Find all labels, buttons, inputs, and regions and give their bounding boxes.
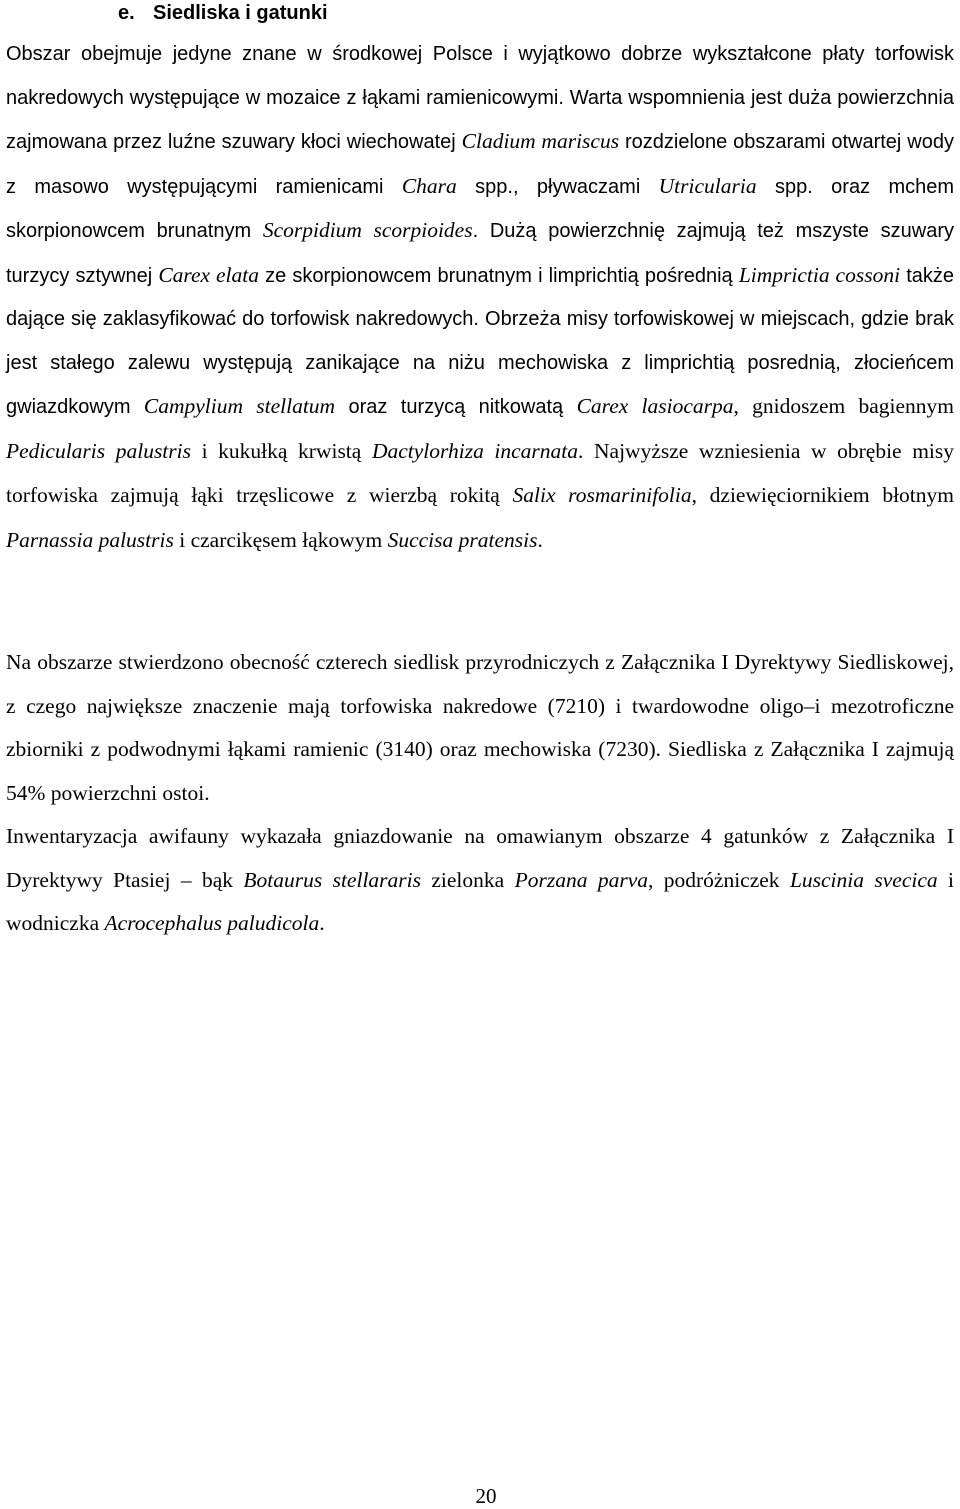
species-name: Parnassia palustris — [6, 527, 174, 552]
section-title: Siedliska i gatunki — [153, 2, 328, 24]
species-name: Pedicularis palustris — [6, 438, 191, 463]
species-name: Campylium stellatum — [143, 394, 336, 418]
species-name: Cladium mariscus — [461, 129, 620, 153]
species-name: Chara — [401, 173, 457, 198]
paragraph-text: ze skorpionowcem brunatnym i limprichtią pośrednią — [259, 264, 739, 287]
species-name: Dactylorhiza incarnata — [371, 438, 579, 463]
paragraph-text: Obszar obejmuje jedyne znane w środkowej Polsce i wyjątkowo dobrze wykształcone płaty torfowisk nakredowych występujące w mozaice z łąkami ramienicowymi. — [6, 43, 954, 109]
paragraph-text: i wodniczka — [6, 867, 954, 935]
species-name: Carex elata — [158, 262, 259, 287]
paragraph-text: . — [537, 527, 543, 552]
paragraph-text: Warta wspomnienia jest duża powierzchnia zajmowana przez luźne szuwary kłoci wiechowatej — [6, 86, 954, 153]
species-name: Carex lasiocarpa — [576, 394, 734, 418]
paragraph-text: , dziewięciornikiem błotnym — [691, 483, 954, 507]
paragraph-text: . — [319, 911, 325, 935]
species-name: Porzana parva — [514, 867, 648, 892]
paragraph-text: rozdzielone obszarami otwartej wody z masowo występującymi ramienicami — [6, 131, 954, 198]
section-number: e. — [118, 2, 135, 24]
paragraph-text: , podróżniczek — [648, 867, 790, 892]
paragraph-birds-inventory — [6, 815, 954, 946]
section-heading — [118, 0, 328, 27]
paragraph-text: . Najwyższe wzniesienia w obrębie misy torfowiska zajmują łąki trzęslicowe z wierzbą rokitą — [6, 438, 955, 507]
species-name: Succisa pratensis — [387, 527, 538, 552]
paragraph-habitats-description — [6, 33, 954, 563]
paragraph-text: Na obszarze stwierdzono obecność czterech siedlisk przyrodniczych z Załącznika I Dyrektywy Siedliskowej, z czego największe znaczenie mają torfowiska nakredowe (7210) i twardowodne oligo–i mezotroficzne zbiorniki z podwodnymi łąkami ramienic (3140) oraz mechowiska (7230). Siedliska z Załącznika I zajmują 54% powierzchni ostoi. — [6, 650, 954, 805]
paragraph-text: także dające się zaklasyfikować do torfowisk nakredowych. — [6, 264, 954, 330]
paragraph-text: i kukułką krwistą — [191, 438, 372, 463]
paragraph-text: spp., pływaczami — [456, 175, 659, 198]
paragraph-text: spp. oraz mchem skorpionowcem brunatnym — [6, 175, 955, 242]
paragraph-text: oraz turzycą nitkowatą — [335, 396, 577, 418]
paragraph-text: Inwentaryzacja awifauny wykazała gniazdowanie na omawianym obszarze 4 gatunków z Załącznika I Dyrektywy Ptasiej – bąk — [6, 824, 954, 892]
species-name: Utricularia — [658, 173, 757, 198]
species-name: Salix rosmarinifolia — [512, 483, 692, 507]
page-number: 20 — [475, 1484, 497, 1508]
paragraph-text: , gnidoszem bagiennym — [733, 394, 955, 418]
species-name: Limprictia cossoni — [738, 262, 901, 287]
paragraph-text: Obrzeża misy torfowiskowej w miejscach, gdzie brak jest stałego zalewu występują zanikające na niżu mechowiska z limprichtią posrednią, złocieńcem gwiazdkowym — [6, 308, 954, 418]
paragraph-text: . Dużą powierzchnię zajmują też mszyste szuwary turzycy sztywnej — [6, 220, 954, 287]
species-name: Acrocephalus paludicola — [104, 911, 320, 935]
paragraph-text: i czarcikęsem łąkowym — [173, 527, 388, 552]
species-name: Botaurus stellararis — [243, 867, 421, 892]
paragraph-habitats-annex — [6, 641, 954, 815]
species-name: Scorpidium scorpioides — [262, 218, 473, 242]
species-name: Luscinia svecica — [789, 867, 938, 892]
paragraph-text: zielonka — [421, 867, 515, 892]
